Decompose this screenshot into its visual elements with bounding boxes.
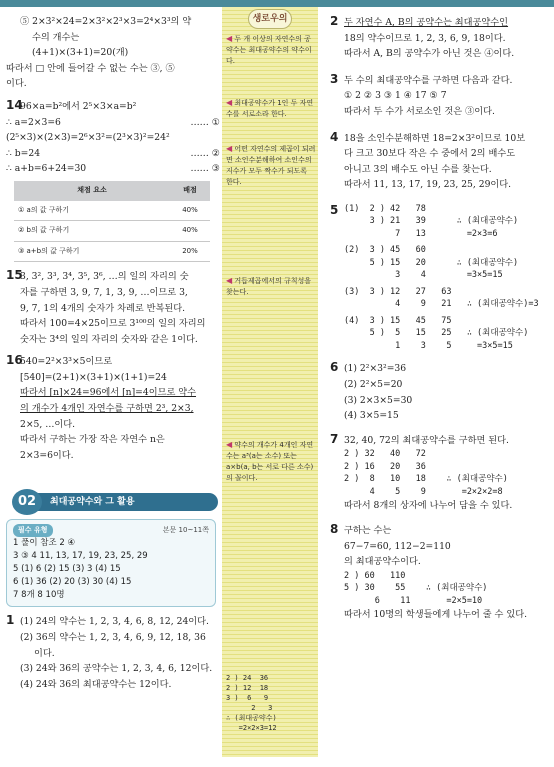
line: 2×3=6이다. <box>20 449 74 461</box>
problem-2 <box>330 14 552 62</box>
grading-score: 20% <box>170 241 210 262</box>
division-work: 2 ) 32 40 72 2 ) 16 20 36 2 ) 8 10 18 ∴ (최대공약수) 4 5 9 =2×2×2=8 <box>344 449 508 497</box>
line: 67−7=60, 112−2=110 <box>344 540 451 552</box>
note-text: 두 개 이상의 자연수의 공약수는 최대공약수의 약수이다. <box>226 35 312 65</box>
problem-number: 1 <box>6 613 15 628</box>
step-mark: …… ② <box>190 147 220 159</box>
line: 18의 약수이므로 1, 2, 3, 6, 9, 18이다. <box>344 32 506 44</box>
line: 따라서 100=4×25이므로 3¹⁰⁰의 일의 자리의 <box>20 318 206 330</box>
problem-7 <box>330 432 552 514</box>
line: (2) 2²×5=20 <box>344 379 403 391</box>
problem-1 <box>6 613 220 692</box>
problem-number: 14 <box>6 97 23 112</box>
line: ⑤ 2×3²×24=2×3²×2³×3=2⁴×3³의 약 <box>20 16 192 27</box>
grading-item: ① a의 값 구하기 <box>14 201 170 221</box>
line: 따라서 [n]×24=96에서 [n]=4이므로 약수 <box>20 387 197 399</box>
table-row <box>14 241 210 262</box>
problem-number: 4 <box>330 129 339 144</box>
grading-item: ② b의 값 구하기 <box>14 221 170 242</box>
note: ◀ 어떤 자연수의 제곱이 되려면 소인수분해하여 소인수의 지수가 모두 짝수가 되도록 한다. <box>226 144 316 186</box>
left-column <box>6 14 220 694</box>
page-ref: 본문 10~11쪽 <box>162 526 209 535</box>
line: (4+1)×(3+1)=20(개) <box>32 47 129 59</box>
problem-number: 16 <box>6 353 23 368</box>
problem-number: 15 <box>6 268 23 283</box>
right-column <box>330 14 552 625</box>
line: ∴ a=2×3=6 <box>6 116 61 128</box>
problem-number: 6 <box>330 360 339 375</box>
grading-score: 40% <box>170 221 210 242</box>
grading-header: 배점 <box>170 181 210 201</box>
problem-number: 7 <box>330 431 339 446</box>
step-mark: …… ③ <box>190 163 220 175</box>
division-work: (2) 3 ) 45 60 5 ) 15 20 ∴ (최대공약수) 3 4 =3×5=15 <box>344 245 519 281</box>
note-text: 약수의 개수가 4개인 자연수는 a³(a는 소수) 또는 a×b(a, b는 서로 다른 소수)의 꼴이다. <box>226 441 314 482</box>
problem-4 <box>330 130 552 193</box>
problem-number: 8 <box>330 522 339 536</box>
step-mark: …… ① <box>190 116 220 128</box>
line: 따라서 8개의 상자에 나누어 담을 수 있다. <box>344 500 513 512</box>
problem-6 <box>330 360 552 423</box>
top-bar <box>0 0 554 7</box>
section-badge: 02 <box>12 489 42 515</box>
division-work: 2 ) 60 110 5 ) 30 55 ∴ (최대공약수) 6 11 =2×5=10 <box>344 570 488 606</box>
note: ◀ 약수의 개수가 4개인 자연수는 a³(a는 소수) 또는 a×b(a, b는 서로 다른 소수)의 꼴이다. <box>226 440 314 482</box>
grading-table <box>14 181 210 262</box>
line: 96×a=b²에서 2⁵×3×a=b² <box>20 100 137 112</box>
grading-header: 채점 요소 <box>14 181 170 201</box>
grading-score: 40% <box>170 201 210 221</box>
line: ① 2 ② 3 ③ 1 ④ 17 ⑤ 7 <box>344 90 447 102</box>
problem-3 <box>330 72 552 120</box>
line: ∴ a+b=6+24=30 <box>6 163 87 175</box>
line: (2⁵×3)×(2×3)=2⁶×3²=(2³×3)²=24² <box>6 132 170 144</box>
line: 따라서 구하는 가장 작은 자연수 n은 <box>20 434 165 446</box>
answer-row: 7 8개 8 10명 <box>13 590 65 601</box>
problem-number: 2 <box>330 14 339 28</box>
problem-number: 3 <box>330 71 339 86</box>
line: (4) 3×5=15 <box>344 410 399 422</box>
note-strip <box>222 7 318 757</box>
line: 2×5, …이다. <box>20 418 76 430</box>
line: 따라서 A, B의 공약수가 아닌 것은 ④이다. <box>344 48 515 60</box>
section-header <box>6 489 220 515</box>
line: (4) 24와 36의 최대공약수는 12이다. <box>20 678 172 690</box>
answer-row: 3 ③ 4 11, 13, 17, 19, 23, 25, 29 <box>13 551 148 562</box>
answer-tag: 필수 유형 <box>13 524 53 537</box>
note-text: 최대공약수가 1인 두 자연수를 서로소라 한다. <box>226 99 314 118</box>
answer-key-box <box>6 519 216 607</box>
line: 의 최대공약수이다. <box>344 556 421 568</box>
division-work: (4) 3 ) 15 45 75 5 ) 5 15 25 ∴ (최대공약수) 1 3 5 =3×5=15 <box>344 315 529 351</box>
table-row <box>14 201 210 221</box>
line: 구하는 수는 <box>344 525 392 536</box>
line: 3, 3², 3³, 3⁴, 3⁵, 3⁶, …의 일의 자리의 숫 <box>20 271 189 283</box>
line: ∴ b=24 <box>6 147 41 159</box>
problem-8 <box>330 522 552 623</box>
line: 아니고 3의 배수도 아닌 수를 찾는다. <box>344 163 492 175</box>
note-strip-title: 생로우의 <box>248 9 292 29</box>
line: 다 크고 30보다 작은 수 중에서 2의 배수도 <box>344 148 516 160</box>
grading-item: ③ a+b의 값 구하기 <box>14 241 170 262</box>
line: (1) 24의 약수는 1, 2, 3, 4, 6, 8, 12, 24이다. <box>20 616 209 628</box>
line: 이다. <box>34 647 55 659</box>
line: 숫자는 3⁴의 일의 자리의 숫자와 같은 1이다. <box>20 333 198 345</box>
problem-number: 5 <box>330 202 339 217</box>
problem-5 <box>330 203 552 353</box>
line: 이다. <box>6 78 27 90</box>
note: ◀ 두 개 이상의 자연수의 공약수는 최대공약수의 약수이다. <box>226 34 312 65</box>
table-row <box>14 221 210 242</box>
section-title: 최대공약수와 그 활용 <box>36 493 218 511</box>
line: (2) 36의 약수는 1, 2, 3, 4, 6, 9, 12, 18, 36 <box>20 632 206 644</box>
line: (3) 24와 36의 공약수는 1, 2, 3, 4, 6, 12이다. <box>20 663 213 675</box>
line: (1) 2²×3²=36 <box>344 363 407 375</box>
note: ◀ 거듭제곱에서의 규칙성을 찾는다. <box>226 276 311 296</box>
line: 수의 개수는 <box>32 31 80 43</box>
line: 두 자연수 A, B의 공약수는 최대공약수인 <box>344 17 509 28</box>
answer-row: 1 풀이 참조 2 ④ <box>13 538 76 549</box>
line: 9, 7, 1의 4개의 숫자가 차례로 반복된다. <box>20 302 186 314</box>
division-work: (3) 3 ) 12 27 63 4 9 21 ∴ (최대공약수)=3 <box>344 286 539 310</box>
note: ◀ 최대공약수가 1인 두 자연수를 서로소라 한다. <box>226 98 314 118</box>
line: 두 수의 최대공약수를 구하면 다음과 같다. <box>344 74 513 86</box>
line: [540]=(2+1)×(3+1)×(1+1)=24 <box>20 371 167 383</box>
line: 32, 40, 72의 최대공약수를 구하면 된다. <box>344 434 509 446</box>
problem-15 <box>6 268 220 347</box>
answer-row: 5 (1) 6 (2) 15 (3) 3 (4) 15 <box>13 564 121 575</box>
line: 따라서 □ 안에 들어갈 수 없는 수는 ③, ⑤ <box>6 62 175 74</box>
problem-16 <box>6 353 220 463</box>
division-work: 2 ) 24 36 2 ) 12 18 3 ) 6 9 2 3 ∴ (최대공약수) =2×2×3=12 <box>226 674 277 732</box>
line: 18을 소인수분해하면 18=2×3²이므로 10보 <box>344 132 526 144</box>
answer-row: 6 (1) 36 (2) 20 (3) 30 (4) 15 <box>13 577 132 588</box>
line: 따라서 11, 13, 17, 19, 23, 25, 29이다. <box>344 179 512 191</box>
line: 의 개수가 4개인 자연수를 구하면 2³, 2×3, <box>20 403 194 415</box>
problem-14 <box>6 98 220 177</box>
division-work: (1) 2 ) 42 78 3 ) 21 39 ∴ (최대공약수) 7 13 =2×3=6 <box>344 203 519 239</box>
line: 자를 구하면 3, 9, 7, 1, 3, 9, …이므로 3, <box>20 286 188 298</box>
line: 따라서 두 수가 서로소인 것은 ③이다. <box>344 105 495 117</box>
line: (3) 2×3×5=30 <box>344 394 413 406</box>
note-text: 어떤 자연수의 제곱이 되려면 소인수분해하여 소인수의 지수가 모두 짝수가 되도록 한다. <box>226 145 316 186</box>
line: 540=2²×3³×5이므로 <box>20 356 113 368</box>
answer-5-cont <box>6 14 220 92</box>
line: 따라서 10명의 학생들에게 나누어 줄 수 있다. <box>344 609 528 621</box>
note-text: 거듭제곱에서의 규칙성을 찾는다. <box>226 277 311 296</box>
